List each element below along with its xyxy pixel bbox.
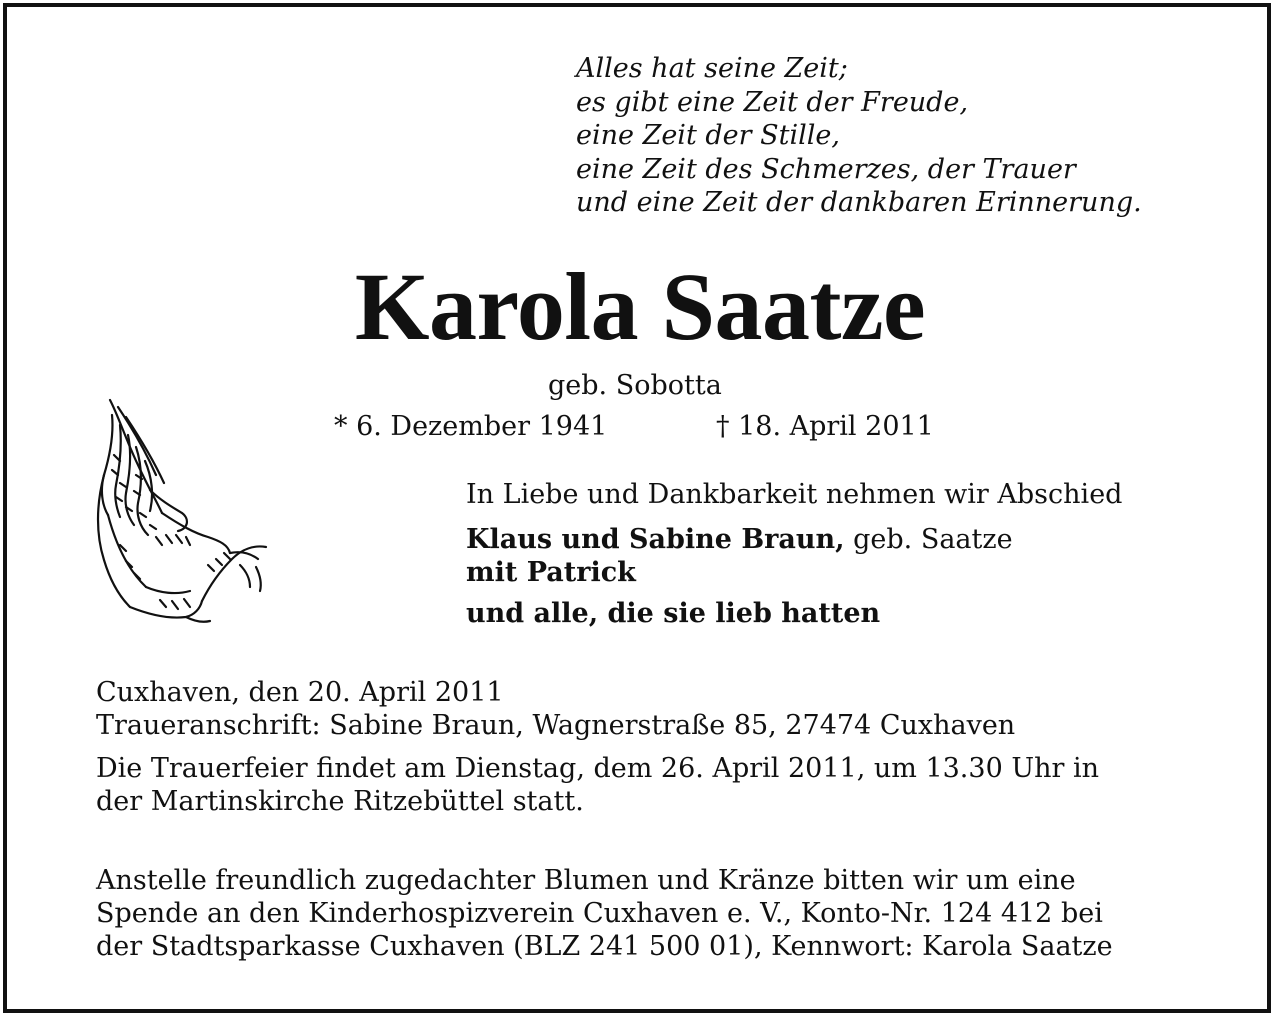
poem-line: Alles hat seine Zeit; [576, 53, 848, 84]
family-names: Klaus und Sabine Braun, [466, 524, 845, 555]
donation-line: Spende an den Kinderhospizverein Cuxhaven e. V., Konto-Nr. 124 412 bei [96, 898, 1103, 929]
poem-line: eine Zeit der Stille, [576, 120, 840, 151]
donation-line: der Stadtsparkasse Cuxhaven (BLZ 241 500 01), Kennwort: Karola Saatze [96, 931, 1113, 962]
poem [576, 52, 1142, 220]
deceased-name: Karola Saatze [354, 253, 926, 360]
family-names-line [466, 523, 1122, 556]
family-with: mit Patrick [466, 557, 636, 588]
farewell-intro: In Liebe und Dankbarkeit nehmen wir Abschied [466, 479, 1123, 510]
poem-line: es gibt eine Zeit der Freude, [576, 86, 969, 118]
donation-section [96, 864, 1113, 963]
death-date: † 18. April 2011 [716, 411, 934, 442]
ceremony-line: der Martinskirche Ritzebüttel statt. [96, 786, 584, 817]
details-section [96, 676, 1099, 818]
birth-date: * 6. Dezember 1941 [334, 411, 608, 442]
donation-line: Anstelle freundlich zugedachter Blumen und Kränze bitten wir um eine [96, 865, 1076, 896]
maiden-name: geb. Sobotta [548, 370, 722, 401]
ceremony-line: Die Trauerfeier findet am Dienstag, dem 26. April 2011, um 13.30 Uhr in [96, 753, 1099, 784]
place-date: Cuxhaven, den 20. April 2011 [96, 677, 504, 708]
family-all: und alle, die sie lieb hatten [466, 598, 881, 629]
praying-hands-icon [90, 395, 280, 630]
family-names-suffix: geb. Saatze [844, 524, 1013, 555]
poem-line: eine Zeit des Schmerzes, der Trauer [576, 153, 1076, 185]
poem-line: und eine Zeit der dankbaren Erinnerung. [576, 187, 1142, 218]
mourning-address: Traueranschrift: Sabine Braun, Wagnerstraße 85, 27474 Cuxhaven [96, 710, 1016, 741]
family-section [466, 478, 1122, 630]
